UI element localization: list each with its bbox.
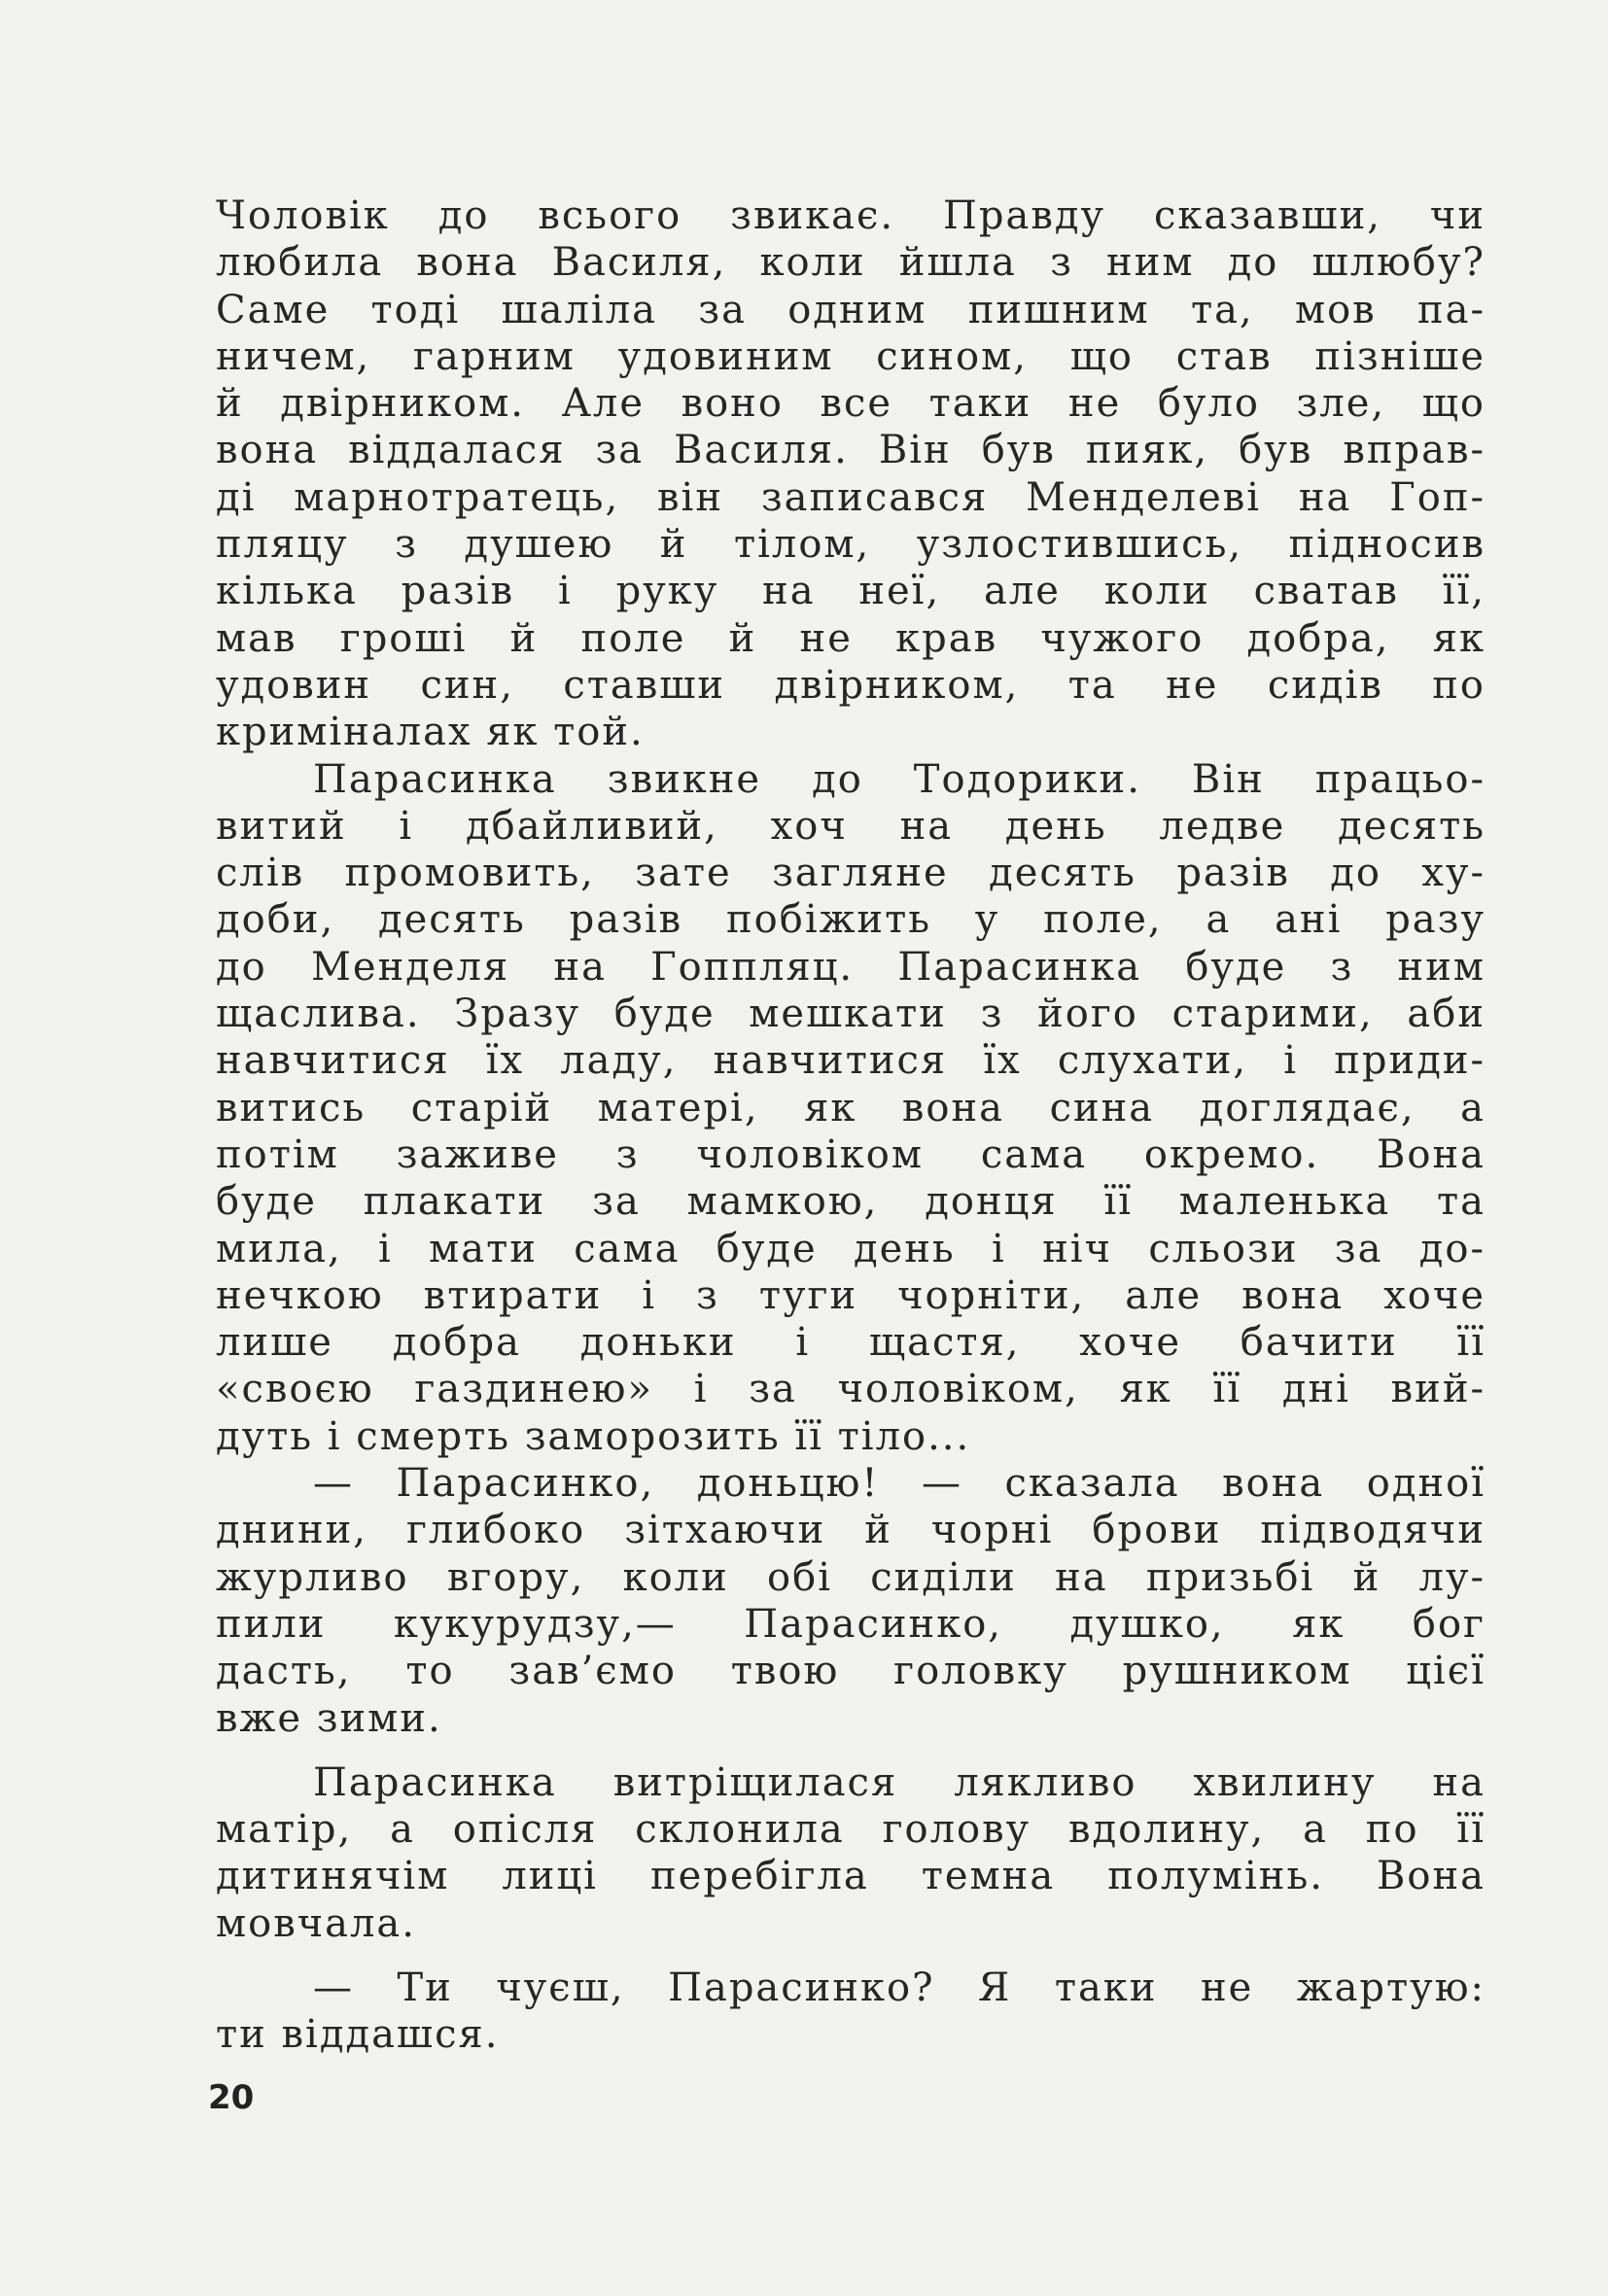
text-line: Парасинка витріщилася лякливо хвилину на xyxy=(313,1759,1486,1805)
text-line: криміналах як той. xyxy=(216,710,645,755)
text-line: доби, десять разів побіжить у поле, а ані разу xyxy=(216,897,1486,943)
page-number: 20 xyxy=(208,2078,255,2117)
text-line: «своєю газдинею» і за чоловіком, як її дні вий- xyxy=(216,1367,1486,1412)
text-line: вже зими. xyxy=(216,1695,442,1741)
text-line: щаслива. Зразу буде мешкати з його старими, аби xyxy=(216,991,1486,1037)
text-line: Чоловік до всього звикає. Правду сказавши, чи xyxy=(216,193,1486,238)
text-line: вона віддалася за Василя. Він був пияк, був вправ- xyxy=(216,428,1486,473)
text-line: пляцу з душею й тілом, узлостившись, підносив xyxy=(216,522,1486,568)
text-line: журливо вгору, коли обі сиділи на призьбі й лу- xyxy=(216,1554,1486,1600)
text-line: буде плакати за мамкою, донця її маленька та xyxy=(216,1179,1486,1225)
text-line: витий і дбайливий, хоч на день ледве десять xyxy=(216,803,1486,849)
text-line: витись старій матері, як вона сина доглядає, а xyxy=(216,1085,1486,1131)
text-line: удовин син, ставши двірником, та не сидів по xyxy=(216,662,1486,708)
text-line: пили кукурудзу,— Парасинко, душко, як бог xyxy=(216,1601,1486,1647)
text-line: ничем, гарним удовиним сином, що став пізніше xyxy=(216,333,1486,379)
text-line: Парасинка звикне до Тодорики. Він працьо- xyxy=(313,756,1486,802)
text-line: лише добра доньки і щастя, хоче бачити її xyxy=(216,1320,1486,1366)
text-line: мав гроші й поле й не крав чужого добра, як xyxy=(216,615,1486,661)
text-line: дитинячім лиці перебігла темна полумінь. Вона xyxy=(216,1854,1486,1899)
text-line: кілька разів і руку на неї, але коли сватав її, xyxy=(216,569,1486,614)
text-line: потім заживе з чоловіком сама окремо. Вона xyxy=(216,1131,1486,1177)
text-line: до Менделя на Гоппляц. Парасинка буде з ним xyxy=(216,944,1486,990)
text-line: матір, а опісля склонила голову вдолину, а по її xyxy=(216,1807,1486,1853)
text-line: навчитися їх ладу, навчитися їх слухати, і приди- xyxy=(216,1038,1486,1084)
text-line: дуть і смерть заморозить її тіло... xyxy=(216,1413,971,1459)
text-line: днини, глибоко зітхаючи й чорні брови підводячи xyxy=(216,1508,1486,1553)
text-line: й двірником. Але воно все таки не було зле, що xyxy=(216,381,1486,427)
text-line: любила вона Василя, коли йшла з ним до шлюбу? xyxy=(216,240,1486,286)
text-line: — Парасинко, доньцю! — сказала вона одної xyxy=(313,1461,1486,1507)
text-line: — Ти чуєш, Парасинко? Я таки не жартую: xyxy=(313,1965,1486,2010)
text-line: мовчала. xyxy=(216,1900,416,1946)
page-text xyxy=(216,192,1486,2059)
text-line: Саме тоді шаліла за одним пишним та, мов па- xyxy=(216,287,1486,332)
text-line: слів промовить, зате загляне десять разів до ху- xyxy=(216,851,1486,896)
text-line: мила, і мати сама буде день і ніч сльози за до- xyxy=(216,1226,1486,1271)
text-line: нечкою втирати і з туги чорніти, але вона хоче xyxy=(216,1272,1486,1318)
text-line: ді марнотратець, він записався Менделеві на Гоп- xyxy=(216,474,1486,520)
text-line: дасть, то зав’ємо твою головку рушником цієї xyxy=(216,1649,1486,1694)
text-line: ти віддашся. xyxy=(216,2012,500,2058)
